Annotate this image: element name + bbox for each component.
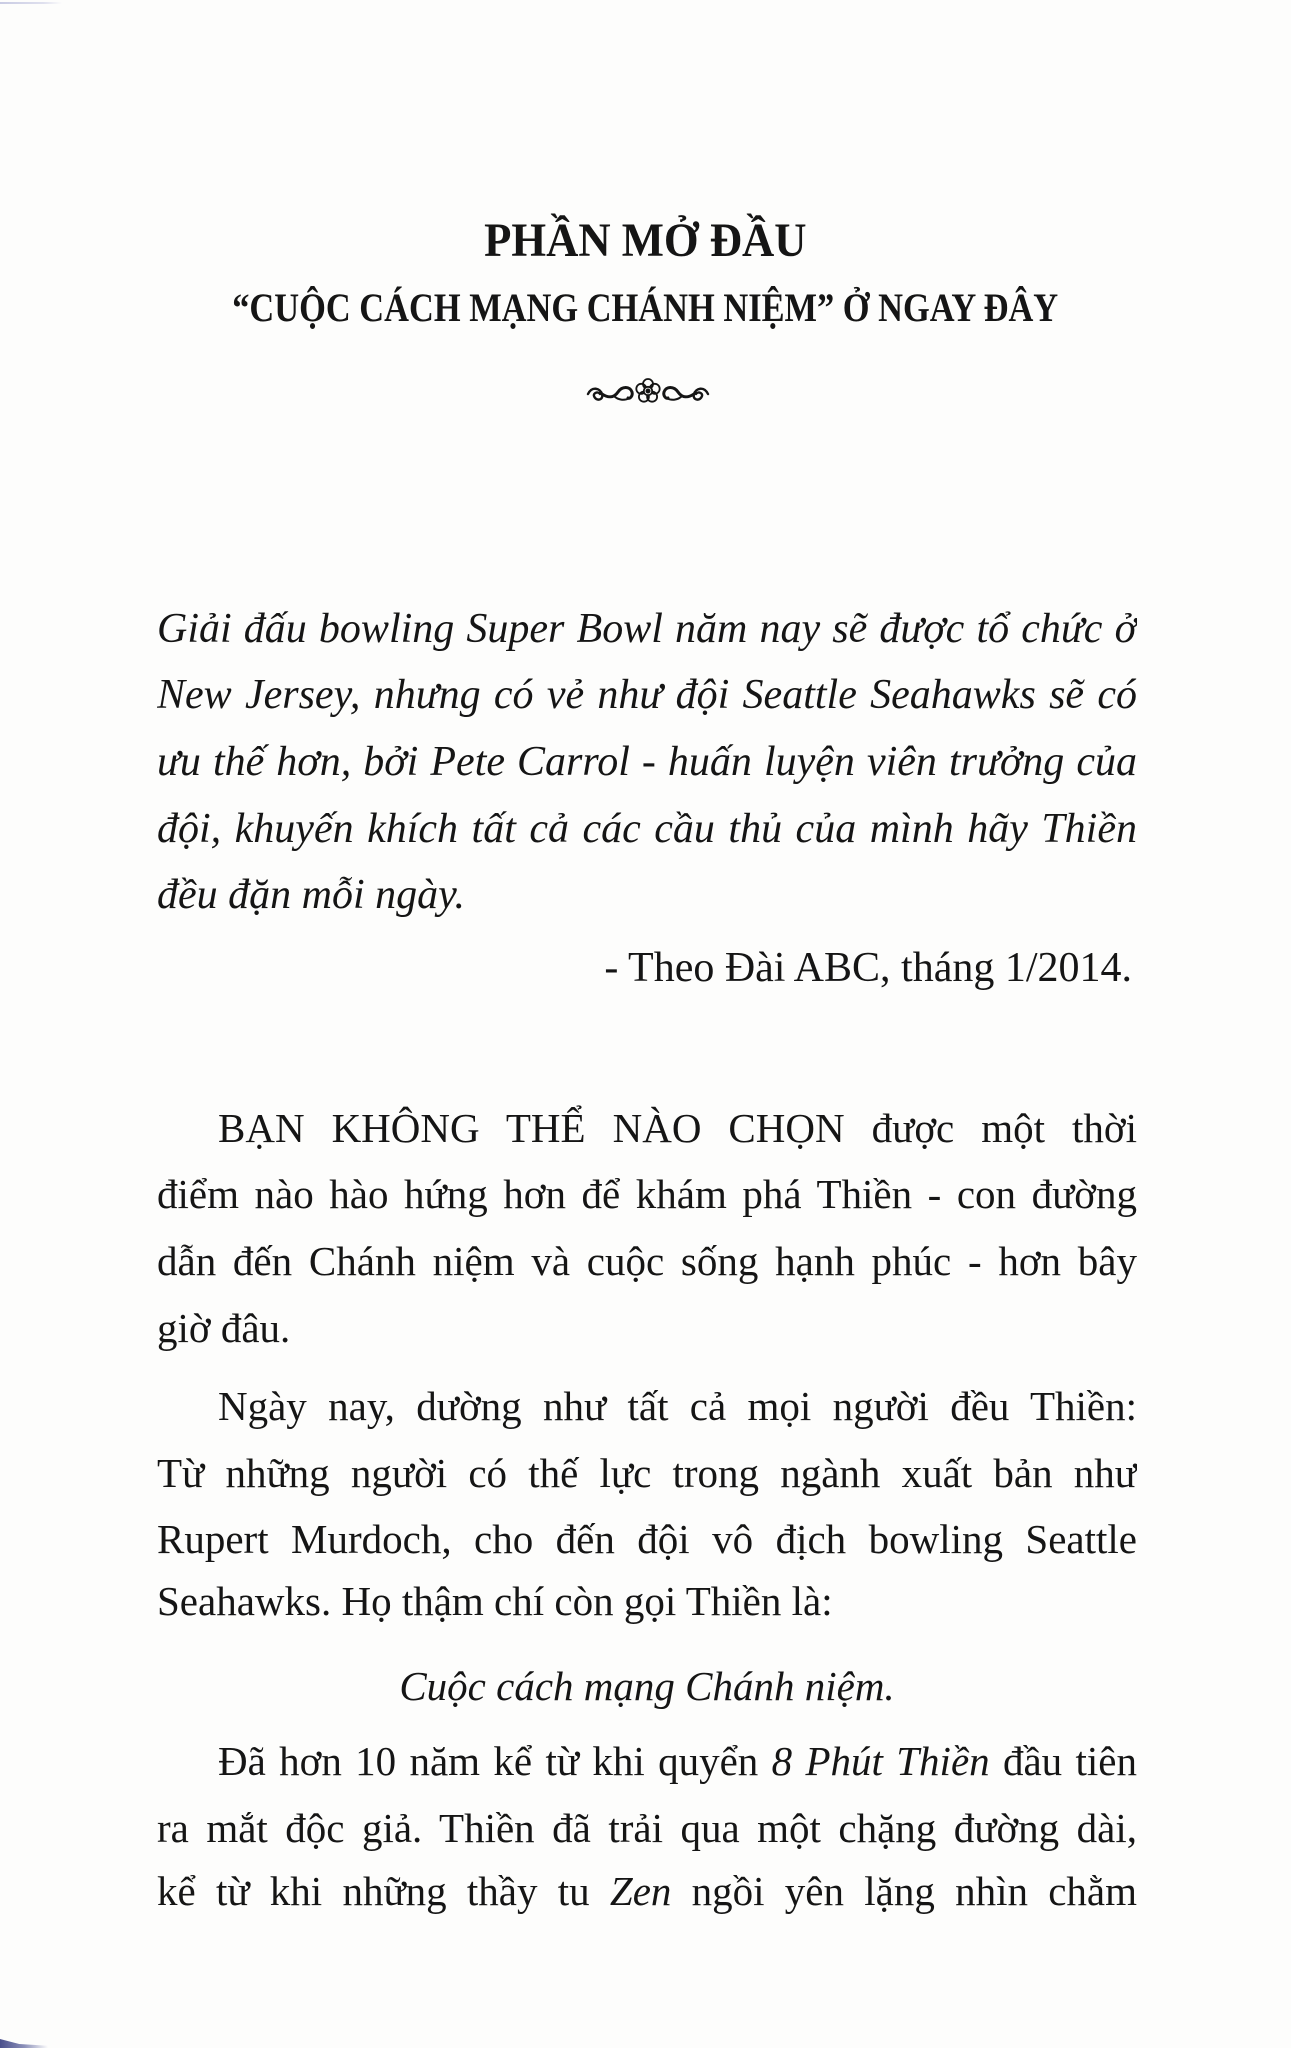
scan-edge-artifact-bottom — [0, 2039, 48, 2048]
paragraph-line: BẠN KHÔNG THỂ NÀO CHỌN được một thời — [218, 1105, 1137, 1151]
paragraph-line: Seahawks. Họ thậm chí còn gọi Thiền là: — [157, 1578, 833, 1624]
paragraph-line: Từ những người có thế lực trong ngành xuất bản như — [157, 1450, 1137, 1496]
chapter-subtitle-text: “CUỘC CÁCH MẠNG CHÁNH NIỆM” Ở NGAY ĐÂY — [232, 285, 1059, 330]
paragraph-line: Rupert Murdoch, cho đến đội vô địch bowling Seattle — [157, 1516, 1137, 1562]
chapter-subtitle — [0, 283, 1291, 333]
text-run: ngồi yên lặng nhìn chằm — [671, 1868, 1137, 1914]
centered-italic-line: Cuộc cách mạng Chánh niệm. — [399, 1663, 895, 1709]
chapter-title-text: PHẦN MỞ ĐẦU — [484, 214, 807, 267]
paragraph-line: dẫn đến Chánh niệm và cuộc sống hạnh phúc - hơn bây — [157, 1238, 1137, 1284]
text-run: Đã hơn 10 năm kể từ khi quyển — [218, 1738, 772, 1784]
text-run: đầu tiên — [989, 1738, 1137, 1784]
chapter-title — [0, 211, 1291, 271]
paragraph-line: điểm nào hào hứng hơn để khám phá Thiền - con đường — [157, 1171, 1137, 1217]
book-title-italic: 8 Phút Thiền — [771, 1738, 990, 1784]
paragraph-line: giờ đâu. — [157, 1305, 291, 1351]
epigraph-attribution: - Theo Đài ABC, tháng 1/2014. — [604, 945, 1132, 991]
paragraph-line — [157, 1858, 1137, 1924]
text-run: kể từ khi những thầy tu — [157, 1868, 610, 1914]
epigraph-line: New Jersey, nhưng có vẻ như đội Seattle Seahawks sẽ có — [157, 672, 1137, 718]
epigraph-line: đều đặn mỗi ngày. — [157, 872, 465, 918]
floral-divider-icon — [584, 378, 712, 406]
paragraph-line — [218, 1728, 1137, 1794]
epigraph-line: ưu thế hơn, bởi Pete Carrol - huấn luyện viên trưởng của — [157, 739, 1137, 785]
zen-italic: Zen — [609, 1868, 672, 1914]
scan-edge-artifact-top — [0, 2, 62, 4]
epigraph-line: Giải đấu bowling Super Bowl năm nay sẽ được tổ chức ở — [157, 606, 1137, 652]
paragraph-line: ra mắt độc giả. Thiền đã trải qua một chặng đường dài, — [157, 1805, 1137, 1851]
epigraph-line: đội, khuyến khích tất cả các cầu thủ của mình hãy Thiền — [157, 806, 1137, 852]
paragraph-line: Ngày nay, dường như tất cả mọi người đều Thiền: — [218, 1383, 1137, 1429]
